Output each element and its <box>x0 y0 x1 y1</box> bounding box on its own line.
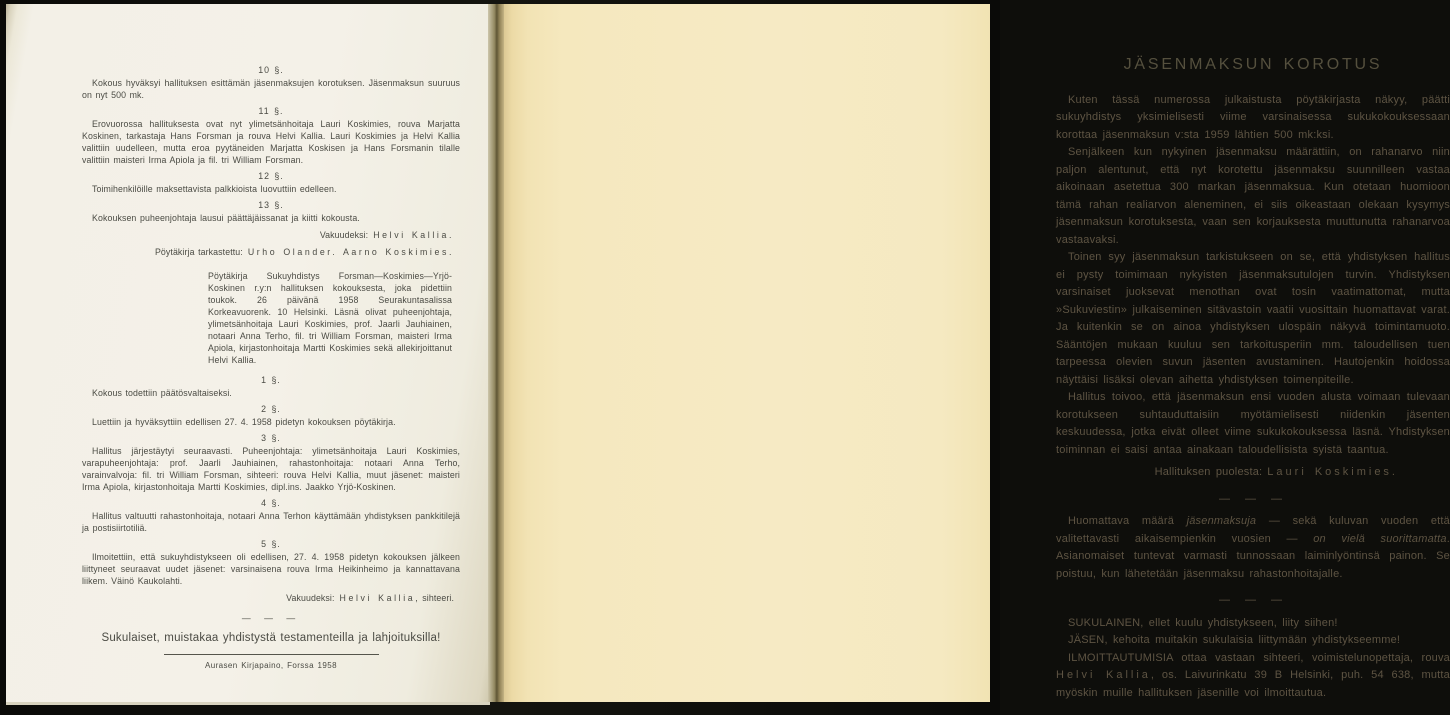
secretary-attestation-line <box>82 592 460 604</box>
signature-prefix: Hallituksen puolesta: <box>1154 466 1263 478</box>
dash-separator: — — — <box>241 613 301 623</box>
board-signature-line <box>1056 464 1450 482</box>
minutes-header-block: Pöytäkirja Sukuyhdistys Forsman—Koskimies—Yrjö-Koskinen r.y:n hallituksen kokouksesta, joka pidettiin toukok. 26 päivänä 1958 Seurakuntasalissa Korkeavuorenk. 10 Helsinki. Läsnä olivat puheenjohtaja, ylimetsänhoitaja Lauri Koskimies, prof. Jaarli Jauhiainen, notaari Anna Terho, fil. tri William Forsman, maisteri Irma Apiola, kirjastonhoitaja Martti Koskimies sekä allekirjoittanut Helvi Kallia. <box>208 271 452 365</box>
review-names: Urho Olander. Aarno Koskimies. <box>247 247 454 257</box>
paragraph-section-1: Kokous todettiin päätösvaltaiseksi. <box>92 388 232 398</box>
signature-name: Lauri Koskimies. <box>1267 466 1398 478</box>
reminder-emphasis: jäsenmaksuja <box>1186 515 1257 527</box>
right-page-text-column <box>1056 56 1450 702</box>
section-mark-2: 2 §. <box>261 404 281 414</box>
paragraph-section-2: Luettiin ja hyväksyttiin edellisen 27. 4. 1958 pidetyn kokouksen pöytäkirja. <box>92 417 396 427</box>
attestation-name: Helvi Kallia, <box>339 593 421 603</box>
paragraph-section-5: Ilmoitettiin, että sukuyhdistykseen oli edellisen, 27. 4. 1958 pidetyn kokouksen jälkeen liittyneet seuraavat uudet jäsenet: varsinaisena rouva Irma Heikinheimo ja kannattavana liikem. Väinö Kaukolahti. <box>82 552 460 586</box>
printer-imprint: Aurasen Kirjapaino, Forssa 1958 <box>164 654 379 672</box>
attestation-name: Helvi Kallia. <box>373 230 454 240</box>
left-page <box>6 4 490 702</box>
secretary-name: Helvi Kallia <box>1056 669 1151 681</box>
reminder-text: Huomattava määrä <box>1068 515 1187 527</box>
paragraph-section-11: Erovuorossa hallituksesta ovat nyt ylimetsänhoitaja Lauri Koskimies, rouva Marjatta Koskinen, tarkastaja Hans Forsman ja rouva Helvi Kallia. Lauri Koskimies ja Helvi Kallia valittiin uudelleen, mutta eroa pyytäneiden Marjatta Koskisen ja Hans Forsmanin tilalle valittiin maisteri Irma Apiola ja fil. tri William Forsman. <box>82 119 460 165</box>
appeal-relative: SUKULAINEN, ellet kuulu yhdistykseen, liity siihen! <box>1068 616 1338 629</box>
registration-text: , os. Laivurinkatu 39 B Helsinki, puh. 54 638, mutta myöskin muille hallituksen jäsenille voi ilmoittautua. <box>1056 669 1450 699</box>
article-paragraph-4: Hallitus toivoo, että jäsenmaksun ensi vuoden alusta voimaan tulevaan korotukseen suhtauduttaisiin myötämielisesti niidenkin jäsenten keskuudessa, jotka eivät olleet viime sukukokouksessa läsnä. Yhdistyksen toiminnan ei saisi antaa ainakaan taloudellisista syistä taantua. <box>1056 391 1450 456</box>
dash-separator: — — — <box>1218 492 1288 505</box>
attestation-prefix: Vakuudeksi: <box>286 593 335 603</box>
right-page <box>504 4 1450 702</box>
paragraph-section-13: Kokouksen puheenjohtaja lausui päättäjäissanat ja kiitti kokousta. <box>92 213 360 223</box>
section-mark-10: 10 §. <box>258 65 284 75</box>
section-mark-12: 12 §. <box>258 171 284 181</box>
reminder-emphasis: on vielä suorittamatta <box>1313 532 1447 545</box>
page-gutter-shadow <box>488 4 504 702</box>
registration-text: ILMOITTAUTUMISIA ottaa vastaan sihteeri, voimistelunopettaja, rouva <box>1068 651 1450 664</box>
section-mark-1: 1 §. <box>261 375 281 385</box>
payment-reminder-paragraph <box>1056 513 1450 583</box>
section-mark-3: 3 §. <box>261 433 281 443</box>
dash-separator: — — — <box>1218 594 1288 606</box>
appeal-member: JÄSEN, kehoita muitakin sukulaisia liittymään yhdistykseemme! <box>1068 634 1401 646</box>
article-paragraph-1: Kuten tässä numerossa julkaistusta pöytäkirjasta näkyy, päätti sukuyhdistys yksimielisesti viime varsinaisessa sukukokouksessaan korottaa jäsenmaksun v:sta 1959 lähtien 500 mk:ksi. <box>1056 93 1450 141</box>
paragraph-section-4: Hallitus valtuutti rahastonhoitaja, notaari Anna Terhon käyttämään yhdistyksen pankkitilejä ja postisiirtotiliä. <box>82 511 460 533</box>
attestation-prefix: Vakuudeksi: <box>319 230 369 240</box>
article-paragraph-3: Toinen syy jäsenmaksun tarkistukseen on se, että yhdistyksen hallitus ei pysty toimimaan nykyisten jäsenmaksutulojen turvin. Yhdistyksen varsinaiset juoksevat menothan ovat tosin vaatimattomat, mutta »Sukuviestin» julkaiseminen sitävastoin vaatii vuosittain huomattavat varat. Ja kuitenkin se on ainoa yhdistyksen ulospäin näkyvä toimintamuoto. Sääntöjen mukaan kuuluu sen tarkoitusperiin mm. taloudellisen tuen tarpeessa olevien suvun jäsenten avustaminen. Hautojenkin hoidossa näyttäisi lisäksi olevan aihetta yhdistyksen toimenpiteille. <box>1056 251 1450 386</box>
section-mark-11: 11 §. <box>258 106 284 116</box>
review-prefix: Pöytäkirja tarkastettu: <box>154 247 243 257</box>
reminder-text: — sekä kuluvan vuoden että valitettavasti aikaisempienkin vuosien — <box>1056 515 1450 545</box>
section-mark-4: 4 §. <box>261 498 281 508</box>
review-line <box>82 246 460 258</box>
left-page-text-column <box>82 60 460 672</box>
attestation-role: sihteeri. <box>422 593 454 603</box>
registration-paragraph <box>1056 650 1450 703</box>
donation-slogan: Sukulaiset, muistakaa yhdistystä testamenteilla ja lahjoituksilla! <box>101 632 441 644</box>
article-title: JÄSENMAKSUN KOROTUS <box>1123 56 1383 73</box>
paragraph-section-10: Kokous hyväksyi hallituksen esittämän jäsenmaksujen korotuksen. Jäsenmaksun suuruus on nyt 500 mk. <box>82 78 460 100</box>
article-paragraph-2: Senjälkeen kun nykyinen jäsenmaksu määrättiin, on rahanarvo niin paljon alentunut, että nyt korotettu jäsenmaksu suunnilleen vastaa aikoinaan asetettua 300 markan jäsenmaksua. Kun otetaan huomioon tämä rahan realiarvon aleneminen, ei siis oikeastaan olekaan kysymys jäsenmaksun korotuksesta, vaan sen korjauksesta muuttunutta rahanarvoa vastaavaksi. <box>1056 146 1450 246</box>
paragraph-section-3: Hallitus järjestäytyi seuraavasti. Puheenjohtaja: ylimetsänhoitaja Lauri Koskimies, varapuheenjohtaja: prof. Jaarli Jauhiainen, rahastonhoitaja: notaari Anna Terho, varainvalvoja: fil. tri William Forsman, sihteeri: rouva Helvi Kallia, muut jäsenet: maisteri Irma Apiola, kirjastonhoitaja Martti Koskimies, dipl.ins. Jaakko Yrjö-Koskinen. <box>82 446 460 492</box>
section-mark-13: 13 §. <box>258 200 284 210</box>
reminder-text: . Asianomaiset tuntevat varmasti tunnossaan laiminlyöntinsä painon. Se poistuu, kun lähetetään jäsenmaksu rahastonhoitajalle. <box>1056 532 1450 580</box>
attestation-line <box>82 229 460 241</box>
paragraph-section-12: Toimihenkilöille maksettavista palkkioista luovuttiin edelleen. <box>92 184 337 194</box>
section-mark-5: 5 §. <box>261 539 281 549</box>
